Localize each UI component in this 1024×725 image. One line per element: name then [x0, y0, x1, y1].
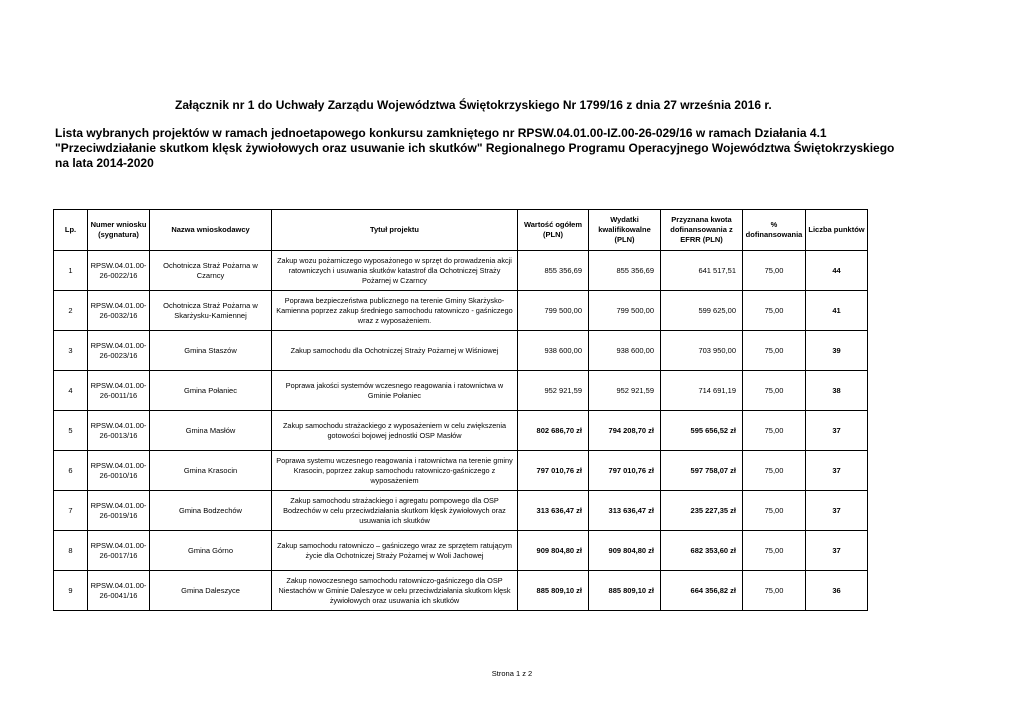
cell-tytul: Poprawa jakości systemów wczesnego reagowania i ratownictwa w Gminie Połaniec [272, 371, 518, 411]
cell-wydatki: 909 804,80 zł [589, 531, 661, 571]
table-header-row [54, 210, 868, 251]
cell-wnioskodawca: Gmina Masłów [150, 411, 272, 451]
subtitle-line: Lista wybranych projektów w ramach jednoetapowego konkursu zamkniętego nr RPSW.04.01.00-IZ.00-26-029/16 w ramach Działania 4.1 [55, 126, 827, 140]
cell-numer: RPSW.04.01.00-26-0022/16 [88, 251, 150, 291]
cell-wnioskodawca: Gmina Daleszyce [150, 571, 272, 611]
cell-wartosc: 799 500,00 [518, 291, 589, 331]
cell-wartosc: 313 636,47 zł [518, 491, 589, 531]
cell-lp: 6 [54, 451, 88, 491]
cell-kwota: 682 353,60 zł [661, 531, 743, 571]
projects-table [53, 209, 868, 611]
cell-punkty: 36 [806, 571, 868, 611]
cell-numer: RPSW.04.01.00-26-0041/16 [88, 571, 150, 611]
cell-lp: 1 [54, 251, 88, 291]
cell-wnioskodawca: Ochotnicza Straż Pożarna w Skarżysku-Kamiennej [150, 291, 272, 331]
cell-lp: 4 [54, 371, 88, 411]
cell-tytul: Poprawa bezpieczeństwa publicznego na terenie Gminy Skarżysko-Kamienna poprzez zakup średniego samochodu ratowniczo - gaśniczego wraz z wyposażeniem. [272, 291, 518, 331]
cell-wartosc: 909 804,80 zł [518, 531, 589, 571]
cell-procent: 75,00 [743, 451, 806, 491]
cell-wydatki: 799 500,00 [589, 291, 661, 331]
cell-tytul: Zakup nowoczesnego samochodu ratowniczo-gaśniczego dla OSP Niestachów w Gminie Daleszyce w celu przeciwdziałania skutkom klęsk żywiołowych oraz usuwania ich skutków [272, 571, 518, 611]
table-row [54, 291, 868, 331]
cell-tytul: Zakup wozu pożarniczego wyposażonego w sprzęt do prowadzenia akcji ratowniczych i usuwania skutków katastrof dla Ochotniczej Straży Pożarnej w Czarncy [272, 251, 518, 291]
cell-wydatki: 885 809,10 zł [589, 571, 661, 611]
cell-wydatki: 952 921,59 [589, 371, 661, 411]
header-wydatki: Wydatki kwalifikowalne (PLN) [589, 210, 661, 251]
cell-wartosc: 952 921,59 [518, 371, 589, 411]
cell-numer: RPSW.04.01.00-26-0010/16 [88, 451, 150, 491]
cell-kwota: 641 517,51 [661, 251, 743, 291]
cell-lp: 8 [54, 531, 88, 571]
table-row [54, 451, 868, 491]
header-wartosc: Wartość ogółem (PLN) [518, 210, 589, 251]
cell-kwota: 235 227,35 zł [661, 491, 743, 531]
cell-numer: RPSW.04.01.00-26-0017/16 [88, 531, 150, 571]
cell-kwota: 714 691,19 [661, 371, 743, 411]
table-row [54, 571, 868, 611]
cell-wydatki: 797 010,76 zł [589, 451, 661, 491]
table-row [54, 371, 868, 411]
cell-tytul: Zakup samochodu strażackiego i agregatu pompowego dla OSP Bodzechów w celu przeciwdziałania skutkom klęsk żywiołowych oraz usuwania ich skutków [272, 491, 518, 531]
cell-wydatki: 794 208,70 zł [589, 411, 661, 451]
cell-kwota: 597 758,07 zł [661, 451, 743, 491]
document-title: Załącznik nr 1 do Uchwały Zarządu Województwa Świętokrzyskiego Nr 1799/16 z dnia 27 września 2016 r. [175, 98, 772, 112]
cell-wnioskodawca: Gmina Bodzechów [150, 491, 272, 531]
cell-procent: 75,00 [743, 531, 806, 571]
table-row [54, 251, 868, 291]
cell-punkty: 38 [806, 371, 868, 411]
cell-lp: 9 [54, 571, 88, 611]
cell-wartosc: 885 809,10 zł [518, 571, 589, 611]
cell-procent: 75,00 [743, 291, 806, 331]
cell-wnioskodawca: Ochotnicza Straż Pożarna w Czarncy [150, 251, 272, 291]
cell-wnioskodawca: Gmina Górno [150, 531, 272, 571]
cell-tytul: Zakup samochodu dla Ochotniczej Straży Pożarnej w Wiśniowej [272, 331, 518, 371]
cell-tytul: Poprawa systemu wczesnego reagowania i ratownictwa na terenie gminy Krasocin, poprzez zakup samochodu ratowniczo-gaśniczego z wyposażeniem [272, 451, 518, 491]
cell-punkty: 39 [806, 331, 868, 371]
cell-procent: 75,00 [743, 371, 806, 411]
cell-kwota: 595 656,52 zł [661, 411, 743, 451]
cell-procent: 75,00 [743, 571, 806, 611]
cell-kwota: 703 950,00 [661, 331, 743, 371]
cell-tytul: Zakup samochodu ratowniczo – gaśniczego wraz ze sprzętem ratującym życie dla Ochotniczej Straży Pożarnej w Woli Jachowej [272, 531, 518, 571]
header-tytul: Tytuł projektu [272, 210, 518, 251]
page-number: Strona 1 z 2 [491, 669, 533, 678]
cell-wydatki: 313 636,47 zł [589, 491, 661, 531]
cell-punkty: 37 [806, 491, 868, 531]
cell-lp: 5 [54, 411, 88, 451]
cell-lp: 7 [54, 491, 88, 531]
cell-wartosc: 855 356,69 [518, 251, 589, 291]
cell-numer: RPSW.04.01.00-26-0023/16 [88, 331, 150, 371]
cell-wnioskodawca: Gmina Staszów [150, 331, 272, 371]
cell-numer: RPSW.04.01.00-26-0019/16 [88, 491, 150, 531]
cell-procent: 75,00 [743, 251, 806, 291]
subtitle-line: na lata 2014-2020 [55, 156, 154, 170]
cell-procent: 75,00 [743, 331, 806, 371]
table-row [54, 531, 868, 571]
cell-numer: RPSW.04.01.00-26-0013/16 [88, 411, 150, 451]
cell-wydatki: 855 356,69 [589, 251, 661, 291]
document-subtitle [55, 126, 895, 171]
cell-punkty: 44 [806, 251, 868, 291]
cell-numer: RPSW.04.01.00-26-0032/16 [88, 291, 150, 331]
cell-procent: 75,00 [743, 411, 806, 451]
cell-tytul: Zakup samochodu strażackiego z wyposażeniem w celu zwiększenia gotowości bojowej jednostki OSP Masłów [272, 411, 518, 451]
cell-procent: 75,00 [743, 491, 806, 531]
cell-numer: RPSW.04.01.00-26-0011/16 [88, 371, 150, 411]
cell-punkty: 37 [806, 411, 868, 451]
header-kwota: Przyznana kwota dofinansowania z EFRR (PLN) [661, 210, 743, 251]
cell-punkty: 37 [806, 531, 868, 571]
cell-kwota: 664 356,82 zł [661, 571, 743, 611]
cell-punkty: 37 [806, 451, 868, 491]
table-row [54, 491, 868, 531]
cell-wydatki: 938 600,00 [589, 331, 661, 371]
cell-lp: 3 [54, 331, 88, 371]
cell-wnioskodawca: Gmina Krasocin [150, 451, 272, 491]
header-lp: Lp. [54, 210, 88, 251]
header-procent: % dofinansowania [743, 210, 806, 251]
cell-wartosc: 797 010,76 zł [518, 451, 589, 491]
cell-kwota: 599 625,00 [661, 291, 743, 331]
header-wnioskodawca: Nazwa wnioskodawcy [150, 210, 272, 251]
subtitle-line: "Przeciwdziałanie skutkom klęsk żywiołowych oraz usuwanie ich skutków" Regionalnego Programu Operacyjnego Województwa Świętokrzyskiego [55, 141, 895, 155]
cell-wartosc: 802 686,70 zł [518, 411, 589, 451]
cell-wartosc: 938 600,00 [518, 331, 589, 371]
table-row [54, 411, 868, 451]
cell-lp: 2 [54, 291, 88, 331]
cell-punkty: 41 [806, 291, 868, 331]
header-numer: Numer wniosku (sygnatura) [88, 210, 150, 251]
cell-wnioskodawca: Gmina Połaniec [150, 371, 272, 411]
header-punkty: Liczba punktów [806, 210, 868, 251]
table-row [54, 331, 868, 371]
